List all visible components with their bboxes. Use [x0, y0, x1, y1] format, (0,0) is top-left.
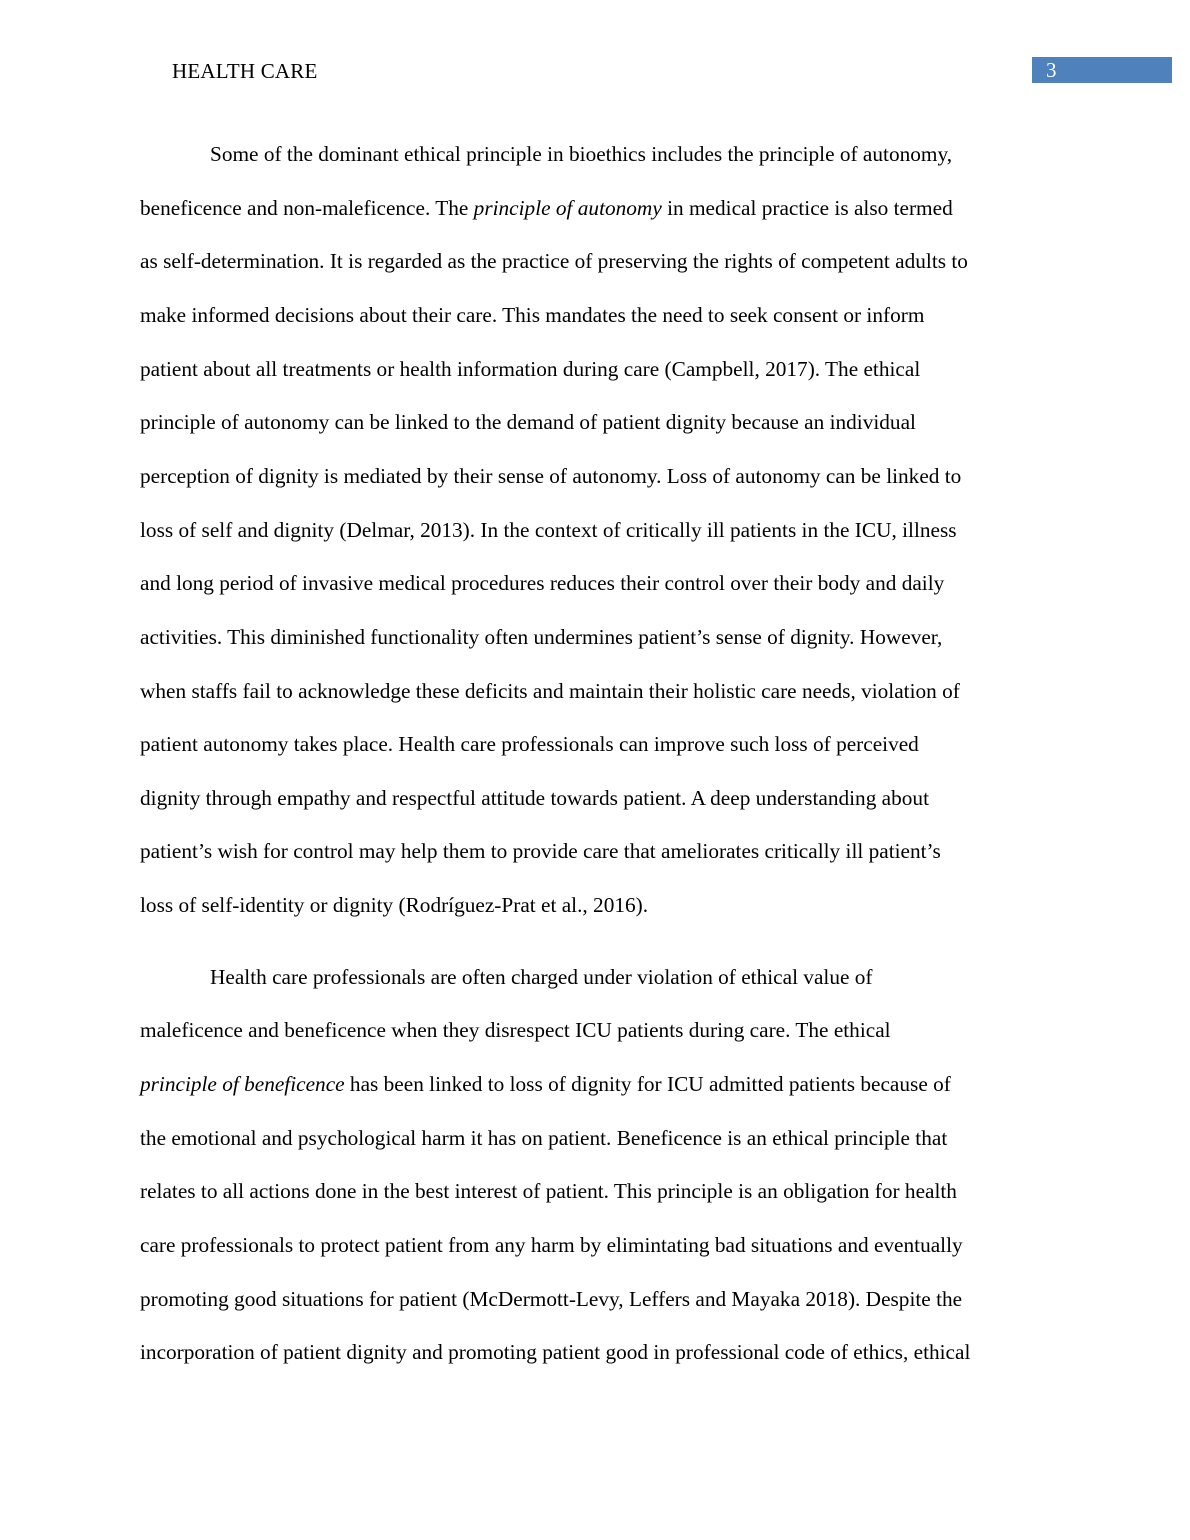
text-run: activities. This diminished functionality often undermines patient’s sense of dignity. However, — [140, 624, 943, 649]
text-line — [140, 517, 957, 543]
text-line — [140, 624, 942, 650]
text-run: loss of self-identity or dignity (Rodríguez-Prat et al., 2016). — [140, 893, 649, 918]
text-run: promoting good situations for patient (McDermott-Levy, Leffers and Mayaka 2018). Despite the — [140, 1286, 963, 1311]
text-line — [140, 1017, 891, 1043]
page-number: 3 — [1046, 58, 1057, 82]
text-line — [140, 731, 919, 757]
text-run: has been linked to loss of dignity for ICU admitted patients because of — [344, 1072, 951, 1096]
text-run: principle of autonomy can be linked to the demand of patient dignity because an individual — [140, 410, 916, 435]
text-line — [210, 964, 873, 990]
text-line — [140, 1339, 970, 1365]
text-run: as self-determination. It is regarded as the practice of preserving the rights of competent adults to — [140, 249, 968, 274]
italic-term: principle of autonomy — [473, 195, 662, 220]
text-run: patient autonomy takes place. Health care professionals can improve such loss of perceived — [140, 732, 919, 757]
text-line — [140, 892, 648, 918]
text-run: relates to all actions done in the best interest of patient. This principle is an obligation for health — [140, 1179, 957, 1204]
text-run: loss of self and dignity (Delmar, 2013). In the context of critically ill patients in the ICU, illness — [140, 517, 957, 542]
text-run: perception of dignity is mediated by their sense of autonomy. Loss of autonomy can be linked to — [140, 463, 962, 488]
text-line — [140, 785, 929, 811]
text-run: patient’s wish for control may help them to provide care that ameliorates critically ill patient’s — [140, 839, 941, 864]
text-line — [140, 1125, 947, 1151]
italic-term: principle of beneficence — [140, 1072, 345, 1096]
text-run: incorporation of patient dignity and promoting patient good in professional code of ethics, ethical — [140, 1340, 971, 1365]
text-line — [140, 1071, 951, 1097]
text-run: Some of the dominant ethical principle in bioethics includes the principle of autonomy, — [210, 142, 953, 166]
text-run: maleficence and beneficence when they disrespect ICU patients during care. The ethical — [140, 1018, 891, 1043]
text-run: patient about all treatments or health information during care (Campbell, 2017). The ethical — [140, 356, 921, 381]
text-line — [140, 1232, 963, 1258]
text-line — [140, 1286, 962, 1312]
text-run: and long period of invasive medical procedures reduces their control over their body and daily — [140, 571, 945, 596]
text-run: make informed decisions about their care. This mandates the need to seek consent or inform — [140, 302, 925, 327]
text-run: the emotional and psychological harm it has on patient. Beneficence is an ethical principle that — [140, 1125, 948, 1150]
running-head: HEALTH CARE — [172, 59, 318, 83]
text-run: dignity through empathy and respectful attitude towards patient. A deep understanding about — [140, 785, 929, 810]
text-line — [140, 195, 953, 221]
text-line — [140, 356, 920, 382]
text-line — [140, 678, 960, 704]
text-line — [140, 570, 944, 596]
text-run: care professionals to protect patient from any harm by elimintating bad situations and eventually — [140, 1233, 963, 1257]
text-line — [210, 141, 952, 167]
text-line — [140, 409, 916, 435]
text-line — [140, 302, 924, 328]
text-line — [140, 248, 968, 274]
text-run: in medical practice is also termed — [661, 195, 953, 220]
text-run: Health care professionals are often charged under violation of ethical value of — [210, 964, 873, 989]
page-number-badge — [1032, 57, 1172, 83]
text-line — [140, 838, 941, 864]
text-line — [140, 463, 961, 489]
text-line — [140, 1178, 957, 1204]
text-run: when staffs fail to acknowledge these deficits and maintain their holistic care needs, violation of — [140, 678, 960, 703]
text-run: beneficence and non-maleficence. The — [140, 195, 474, 220]
